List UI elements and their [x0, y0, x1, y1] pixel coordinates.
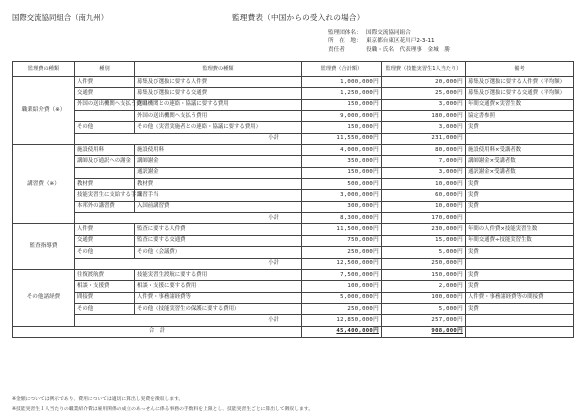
table-row: [13, 190, 574, 201]
per-person-cell: 60,000円: [382, 190, 466, 201]
remark-cell: 実費: [466, 190, 574, 201]
type-cell: 教材費: [75, 179, 135, 190]
table-row: [13, 201, 574, 212]
table-row: [13, 281, 574, 292]
per-person-cell: 230,000円: [382, 224, 466, 235]
type-cell: 外国の送出機関へ支払う費用: [75, 99, 135, 110]
info-row: [328, 37, 450, 45]
remark-cell: 実費: [466, 281, 574, 292]
footnote: ※技能実習生１人当たりの職業紹介費は雇用関係の成立のあっせんに係る事務の手数料を上限とし、技能実習生ごとに算出して徴収します。: [12, 407, 314, 412]
grand-total-per-person: 908,000円: [431, 328, 463, 335]
subtotal-per-person: 250,000円: [382, 258, 466, 269]
remark-cell: 実費: [466, 201, 574, 212]
total-amount-cell: 11,500,000円: [302, 224, 382, 235]
subtotal-label: 小計: [75, 213, 302, 224]
subtotal-total: 8,300,000円: [302, 213, 382, 224]
detail-cell: 技能実習生渡航に要する費用: [135, 269, 302, 280]
per-person-cell: 20,000円: [382, 77, 466, 88]
table-row: [13, 88, 574, 99]
category-cell: 講習費（※）: [13, 145, 75, 224]
total-amount-cell: 150,000円: [302, 99, 382, 110]
type-cell: 人件費: [75, 224, 135, 235]
per-person-cell: 150,000円: [382, 269, 466, 280]
remark-cell: 実費: [466, 303, 574, 314]
grand-total-remark: [466, 326, 574, 337]
type-cell: 講師及び通訳への謝金: [75, 156, 135, 167]
table-row: [13, 77, 574, 88]
detail-cell: 人件費・事務諸経費等: [135, 292, 302, 303]
detail-cell: 教材費: [135, 179, 302, 190]
organization-info: [328, 29, 450, 54]
per-person-cell: 7,000円: [382, 156, 466, 167]
col-header-remarks: 備考: [466, 62, 574, 77]
remark-cell: 実費: [466, 122, 574, 133]
category-cell: 監査指導費: [13, 224, 75, 269]
grand-total-row: [13, 326, 574, 337]
table-row: [13, 179, 574, 190]
total-amount-cell: 250,000円: [302, 247, 382, 258]
subtotal-remark: [466, 258, 574, 269]
total-amount-cell: 150,000円: [302, 122, 382, 133]
type-cell: 交通費: [75, 235, 135, 246]
subtotal-per-person: 257,000円: [382, 315, 466, 326]
per-person-cell: 5,000円: [382, 247, 466, 258]
per-person-cell: 3,000円: [382, 99, 466, 110]
type-cell: その他: [75, 247, 135, 258]
per-person-cell: 5,000円: [382, 303, 466, 314]
type-cell: 相談・支援費: [75, 281, 135, 292]
table-row: [13, 167, 574, 178]
col-header-total: 監理費（合計額）: [302, 62, 382, 77]
total-amount-cell: 750,000円: [302, 235, 382, 246]
detail-cell: 講師謝金: [135, 156, 302, 167]
type-cell: 施設使用料: [75, 145, 135, 156]
remark-cell: 人件費・事務諸経費等の間接費: [466, 292, 574, 303]
total-amount-cell: 7,500,000円: [302, 269, 382, 280]
fee-table: [12, 61, 574, 338]
table-row: [13, 247, 574, 258]
subtotal-total: 11,550,000円: [302, 133, 382, 144]
detail-cell: 施設使用料: [135, 145, 302, 156]
subtotal-row: [13, 258, 574, 269]
detail-cell: 募集及び選抜に要する人件費: [135, 77, 302, 88]
type-cell: その他: [75, 303, 135, 314]
remark-cell: 実費: [466, 269, 574, 280]
total-amount-cell: 100,000円: [302, 281, 382, 292]
table-header-row: [13, 62, 574, 77]
per-person-cell: 2,000円: [382, 281, 466, 292]
detail-cell: 送出機関との連絡・協議に要する費用: [135, 99, 302, 110]
col-header-per-person: 監理費（技能実習生1人当たり）: [382, 62, 466, 77]
total-amount-cell: 500,000円: [302, 179, 382, 190]
table-row: [13, 235, 574, 246]
info-row: [328, 46, 450, 54]
category-cell: その他諸経費: [13, 269, 75, 326]
subtotal-label: 小計: [75, 258, 302, 269]
info-value: 役職・氏名 代表理事 金城 勝: [366, 46, 450, 53]
total-amount-cell: 250,000円: [302, 303, 382, 314]
total-amount-cell: 9,000,000円: [302, 111, 382, 122]
detail-cell: 外国の送出機関へ支払う費用: [135, 111, 302, 122]
total-amount-cell: 300,000円: [302, 201, 382, 212]
per-person-cell: 3,000円: [382, 167, 466, 178]
table-row: [13, 156, 574, 167]
detail-cell: 入国前講習費: [135, 201, 302, 212]
per-person-cell: 25,000円: [382, 88, 466, 99]
table-row: [13, 303, 574, 314]
detail-cell: 監査に要する人件費: [135, 224, 302, 235]
grand-total-amount: 45,400,000円: [336, 328, 379, 335]
table-row: [13, 269, 574, 280]
table-row: [13, 145, 574, 156]
remark-cell: 協定書参照: [466, 111, 574, 122]
remark-cell: 実費: [466, 179, 574, 190]
info-label: 所 在 地：: [328, 38, 362, 45]
detail-cell: 監査に要する交通費: [135, 235, 302, 246]
subtotal-row: [13, 213, 574, 224]
subtotal-remark: [466, 315, 574, 326]
total-amount-cell: 150,000円: [302, 167, 382, 178]
total-amount-cell: 3,000,000円: [302, 190, 382, 201]
detail-cell: 講習手当: [135, 190, 302, 201]
detail-cell: その他（技能実習生の保護に要する費用）: [135, 303, 302, 314]
type-cell: [75, 167, 135, 178]
subtotal-per-person: 170,000円: [382, 213, 466, 224]
per-person-cell: 3,000円: [382, 122, 466, 133]
info-label: 監理団体名：: [328, 30, 362, 36]
subtotal-label: 小計: [75, 315, 302, 326]
subtotal-per-person: 231,000円: [382, 133, 466, 144]
detail-cell: 募集及び選抜に要する交通費: [135, 88, 302, 99]
remark-cell: 年間交通費÷技能実習生数: [466, 235, 574, 246]
total-amount-cell: 350,000円: [302, 156, 382, 167]
remark-cell: 年間交通費×実習生数: [466, 99, 574, 110]
subtotal-label: 小計: [75, 133, 302, 144]
total-amount-cell: 1,250,000円: [302, 88, 382, 99]
per-person-cell: 10,000円: [382, 179, 466, 190]
remark-cell: 講師謝金×受講者数: [466, 156, 574, 167]
info-value: 東京都台東区花川戸2-3-11: [366, 38, 435, 45]
info-row: [328, 29, 450, 37]
type-cell: 人件費: [75, 77, 135, 88]
type-cell: 交通費: [75, 88, 135, 99]
total-amount-cell: 4,000,000円: [302, 145, 382, 156]
type-cell: 技能実習生に支給する手当: [75, 190, 135, 201]
per-person-cell: 100,000円: [382, 292, 466, 303]
total-amount-cell: 5,000,000円: [302, 292, 382, 303]
remark-cell: 年間の人件費×技能実習生数: [466, 224, 574, 235]
type-cell: 往復渡航費: [75, 269, 135, 280]
organization-name: 国際交流協同組合（南九州）: [12, 13, 109, 22]
info-value: 国際交流協同組合: [366, 30, 411, 36]
table-row: [13, 122, 574, 133]
grand-total-per-person-cell: [382, 326, 466, 337]
subtotal-row: [13, 315, 574, 326]
table-row: [13, 99, 574, 110]
per-person-cell: 80,000円: [382, 145, 466, 156]
remark-cell: 募集及び選抜に要する交通費（平均額）: [466, 88, 574, 99]
detail-cell: その他（会議費）: [135, 247, 302, 258]
col-header-detail: 監理費の種類: [135, 62, 302, 77]
subtotal-row: [13, 133, 574, 144]
col-header-category: 監理費の種類: [13, 62, 75, 77]
table-row: [13, 224, 574, 235]
remark-cell: 施設使用料×受講者数: [466, 145, 574, 156]
type-cell: 本邦外の講習費: [75, 201, 135, 212]
table-row: [13, 111, 574, 122]
type-cell: [75, 111, 135, 122]
per-person-cell: 180,000円: [382, 111, 466, 122]
remark-cell: 通訳謝金×受講者数: [466, 167, 574, 178]
col-header-type: 種別: [75, 62, 135, 77]
detail-cell: 相談・支援に要する費用: [135, 281, 302, 292]
type-cell: その他: [75, 122, 135, 133]
detail-cell: その他（実習実施者との連絡・協議に要する費用）: [135, 122, 302, 133]
footnote: ※金額については例示であり、費用については適切に算出し実費を徴収します。: [12, 397, 184, 402]
grand-total-amount-cell: [302, 326, 382, 337]
remark-cell: 実費: [466, 247, 574, 258]
remark-cell: 募集及び選抜に要する人件費（平均額）: [466, 77, 574, 88]
per-person-cell: 10,000円: [382, 201, 466, 212]
subtotal-remark: [466, 133, 574, 144]
type-cell: 間接費: [75, 292, 135, 303]
subtotal-total: 12,850,000円: [302, 315, 382, 326]
subtotal-remark: [466, 213, 574, 224]
subtotal-total: 12,500,000円: [302, 258, 382, 269]
table-row: [13, 292, 574, 303]
grand-total-label: 合 計: [13, 326, 302, 337]
total-amount-cell: 1,000,000円: [302, 77, 382, 88]
info-label: 責任者: [328, 46, 345, 53]
document-title: 監理費表（中国からの受入れの場合）: [232, 13, 365, 22]
detail-cell: 通訳謝金: [135, 167, 302, 178]
per-person-cell: 15,000円: [382, 235, 466, 246]
category-cell: 職業紹介費（※）: [13, 77, 75, 145]
